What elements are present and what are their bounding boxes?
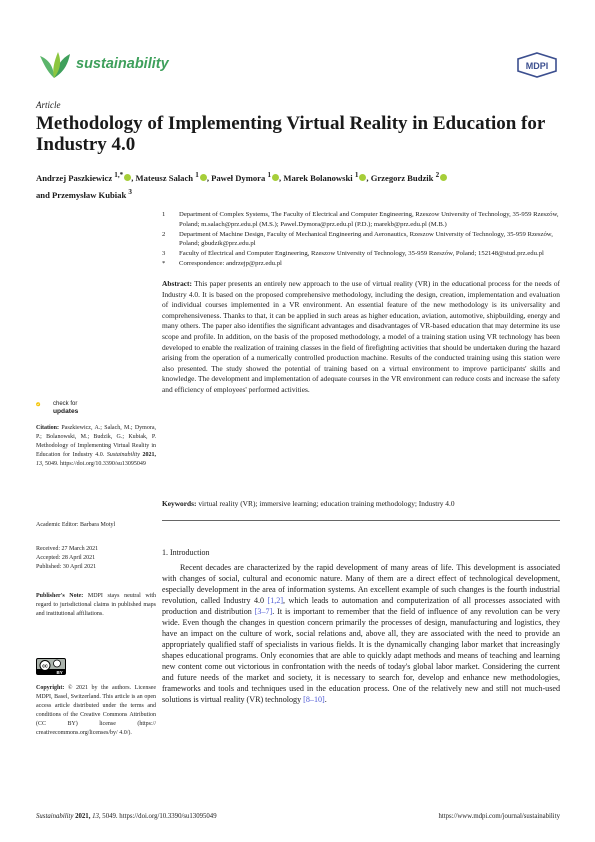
author: Przemysław Kubiak $^3$ — [52, 187, 132, 200]
sustainability-leaf-logo — [36, 50, 72, 80]
orcid-icon[interactable] — [359, 174, 366, 181]
svg-text:cc: cc — [42, 663, 48, 670]
orcid-icon[interactable] — [440, 174, 447, 181]
affiliation-item: 3 Faculty of Electrical and Computer Engineering, Rzeszow University of Technology, 35-959 Rzeszów, Poland; 152148@stud.prz.edu.pl — [162, 250, 544, 258]
journal-name: sustainability — [76, 56, 169, 72]
journal-url[interactable]: https://www.mdpi.com/journal/sustainability — [438, 813, 560, 820]
citation-link[interactable]: [8–10] — [303, 695, 325, 704]
copyright-notice: Copyright: © 2021 by the authors. Licensee MDPI, Basel, Switzerland. This article is an open access article distributed under the terms and conditions of the Creative Commons Attribution (CC BY) license (https:// creativecommons.org/licenses/by/ 4.0/). — [36, 685, 156, 737]
affiliations — [162, 210, 562, 270]
divider — [162, 520, 560, 521]
author-list: Andrzej Paszkiewicz $^{1,*}$ , Mateusz Salach $^1$ , Paweł Dymora $^1$ , Marek Bolanowski $^1$ , Grzegorz Budzik $^2$ and Przemysław Kubiak $^3$ — [36, 168, 561, 202]
citation-link[interactable]: [3–7] — [254, 607, 273, 616]
dates — [36, 545, 156, 572]
affiliation-item: 1 Department of Complex Systems, The Faculty of Electrical and Computer Engineering, Rzeszow University of Technology, 35-959 Rzeszów, Poland; m.salach@prz.edu.pl (M.S.); Pawel.Dymora@prz.edu.pl (P.D.); marekb@prz.edu.pl (M.B.) — [162, 211, 559, 228]
author: Mateusz Salach $^1$ — [135, 171, 199, 183]
correspondence: * Correspondence: andrzejp@prz.edu.pl — [162, 260, 282, 268]
keywords — [162, 499, 560, 510]
mdpi-logo-text: MDPI — [525, 61, 549, 71]
section-heading: 1. Introduction — [162, 548, 210, 557]
received-date: Received: 27 March 2021 — [36, 546, 99, 552]
keywords-label: Keywords: — [162, 499, 197, 508]
orcid-icon[interactable] — [200, 174, 207, 181]
paper-title: Methodology of Implementing Virtual Reality in Education for Industry 4.0 — [36, 113, 545, 155]
footer-doi-link[interactable]: 5049. https://doi.org/10.3390/su13095049 — [102, 813, 217, 820]
publisher-note: Publisher's Note: MDPI stays neutral with regard to jurisdictional claims in published maps and institutional affiliations. — [36, 593, 157, 618]
mdpi-logo — [516, 52, 558, 78]
citation: Citation: Paszkiewicz, A.; Salach, M.; Dymora, P.; Bolanowski, M.; Budzik, G.; Kubiak, P. Methodology of Implementing Virtual Reality in Education for Industry 4.0. Sustainability 2021, 13, 5049. https://doi.org/10.3390/su13095049 — [36, 425, 157, 468]
article-type: Article — [36, 100, 61, 110]
keywords-text: virtual reality (VR); immersive learning; education training methodology; Industry 4.0 — [198, 499, 455, 508]
abstract-label: Abstract: — [162, 279, 192, 288]
check-for-updates-icon[interactable] — [36, 397, 52, 413]
author: Paweł Dymora $^1$ — [211, 171, 272, 183]
abstract-text: This paper presents an entirely new approach to the use of virtual reality (VR) in the educational process for the needs of Industry 4.0. It is based on the proposed comprehensive methodology, including the design, creation, implementation and evaluation of individual courses implemented in a VR environment. An essential feature of the new methodology is its universality and comprehensiveness. Thanks to that, it can be applied in such areas as higher education, aviation, automotive, shipbuilding, energy and many others. The paper also identifies the significant advantages and disadvantages of VR-based education that may determine its use scope and profile. In addition, on the basis of the proposed methodology, a model of a training station using VR technology has been developed to enable the realization of training classes in the field of firefighting activities that should be undertaken during the hazard arising from the operation of a numerically controlled production machine. Results of the conducted training using this station were also presented. The study showed the potential of training based on a virtual environment to improve participants' skills and knowledge. The development and implementation of adequate courses in the VR environment can reduce costs and increase the safety and efficiency of employees' performed activities. — [162, 279, 560, 394]
citation-link[interactable]: [1,2] — [267, 596, 284, 605]
orcid-icon[interactable] — [272, 174, 279, 181]
abstract — [162, 279, 560, 396]
check-for-updates-label[interactable]: check for updates — [53, 401, 79, 415]
citation-doi[interactable]: 5049. https://doi.org/10.3390/su13095049 — [45, 461, 146, 468]
footer-citation: Sustainability 2021, 13, 5049. https://doi.org/10.3390/su13095049 — [36, 813, 217, 820]
author: Grzegorz Budzik $^2$ — [370, 171, 440, 183]
author: Andrzej Paszkiewicz $^{1,*}$ — [36, 171, 124, 183]
introduction-paragraph: Recent decades are characterized by the rapid development of many areas of life. This development is associated with changes of social, cultural and economic nature. Many of them are a direct effect of technological development, especially development in the area of information systems. An excellent example of such changes is the fourth industrial revolution, called Industry 4.0 [1,2], which leads to automation and computerization of all processes associated with production and distribution [3–7]. It is important to remember that the field of influence of any revolution can be very wide. Even though the changes in question concern primarily the processes of design, manufacturing and logistics, they have an impact on the culture of work, social relations and, above all, they are associated with the need to provide an appropriately qualified staff of specialists in various fields. It is the dynamically changing labor market that increasingly shapes educational programs. Only economies that are able to quickly adapt methods and means of teaching and learning new content come out victorious in confrontation with the needs of today's global labor market. Considering the current and future needs of the market and society, it is necessary to search for, develop and enhance new methodologies, frameworks and tools and techniques used in the education process. One of the relatively new and still not much-used solutions is virtual reality (VR) technology [8–10]. — [162, 563, 560, 704]
svg-text:BY: BY — [56, 669, 63, 675]
orcid-icon[interactable] — [124, 174, 131, 181]
affiliation-item: 2 Department of Machine Design, Faculty of Mechanical Engineering and Aeronautics, Rzeszow University of Technology, 35-959 Rzeszów, Poland; gbudzik@prz.edu.pl — [162, 230, 553, 248]
published-date: Published: 30 April 2021 — [36, 564, 97, 571]
accepted-date: Accepted: 28 April 2021 — [36, 555, 96, 562]
academic-editor: Academic Editor: Barbara Motyl — [36, 522, 116, 528]
cc-by-license-icon[interactable] — [36, 658, 66, 675]
author: Marek Bolanowski $^1$ — [283, 171, 359, 183]
